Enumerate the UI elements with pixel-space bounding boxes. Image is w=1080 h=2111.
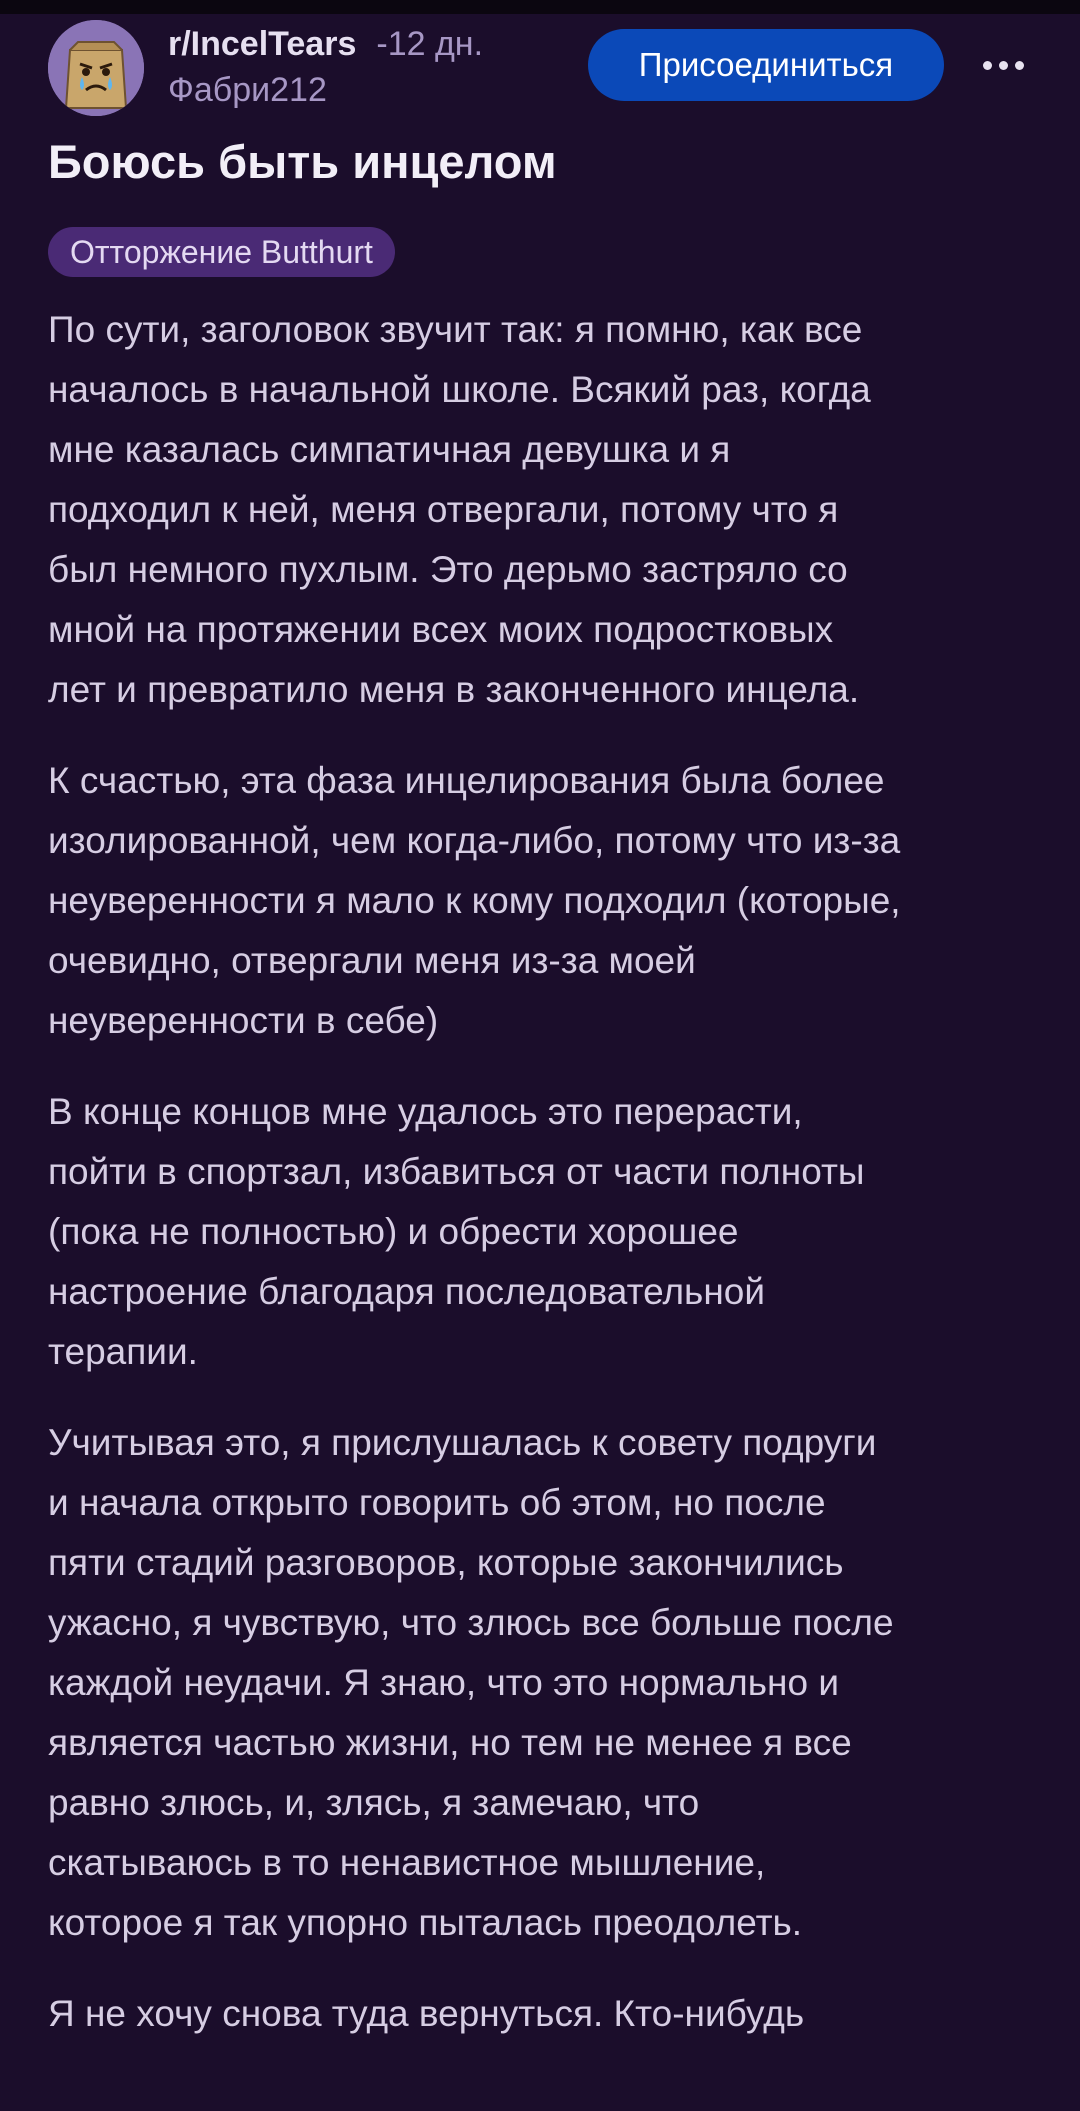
post-time: -12 дн. <box>376 25 484 63</box>
join-button[interactable]: Присоединиться <box>588 29 944 101</box>
subreddit-line <box>168 22 483 66</box>
status-bar-strip <box>0 0 1080 14</box>
subreddit-name[interactable]: r/IncelTears <box>168 25 357 63</box>
more-horizontal-icon <box>1015 61 1024 70</box>
more-horizontal-icon <box>999 61 1008 70</box>
post-title: Боюсь быть инцелом <box>48 135 557 188</box>
author-name[interactable]: Фабри212 <box>168 71 327 109</box>
more-options-button[interactable] <box>968 38 1038 92</box>
post-paragraph: К счастью, эта фаза инцелирования была более изолированной, чем когда-либо, потому что из-за неуверенности я мало к кому подходил (которые, очевидно, отвергали меня из-за моей неуверенности в себе) <box>48 760 901 1041</box>
post-paragraph: По сути, заголовок звучит так: я помню, как все началось в начальной школе. Всякий раз, когда мне казалась симпатичная девушка и я подходил к ней, меня отвергали, потому что я был немного пухлым. Это дерьмо застряло со мной на протяжении всех моих подростковых лет и превратило меня в законченного инцела. <box>48 309 871 710</box>
post-meta <box>168 22 483 112</box>
post-flair[interactable]: Отторжение Butthurt <box>48 227 395 277</box>
more-horizontal-icon <box>983 61 992 70</box>
post-paragraph: Я не хочу снова туда вернуться. Кто-нибудь <box>48 1993 805 2034</box>
post-body <box>48 300 1048 2075</box>
post-paragraph: Учитывая это, я прислушалась к совету подруги и начала открыто говорить об этом, но после пяти стадий разговоров, которые закончились ужасно, я чувствую, что злюсь все больше после каждой неудачи. Я знаю, что это нормально и является частью жизни, но тем не менее я все равно злюсь, и, злясь, я замечаю, что скатываюсь в то ненавистное мышление, которое я так упорно пыталась преодолеть. <box>48 1422 894 1943</box>
post-header <box>48 20 1048 120</box>
crying-paper-bag-icon[interactable] <box>48 20 144 116</box>
post-paragraph: В конце концов мне удалось это перерасти, пойти в спортзал, избавиться от части полноты (пока не полностью) и обрести хорошее настроение благодаря последовательной терапии. <box>48 1091 865 1372</box>
